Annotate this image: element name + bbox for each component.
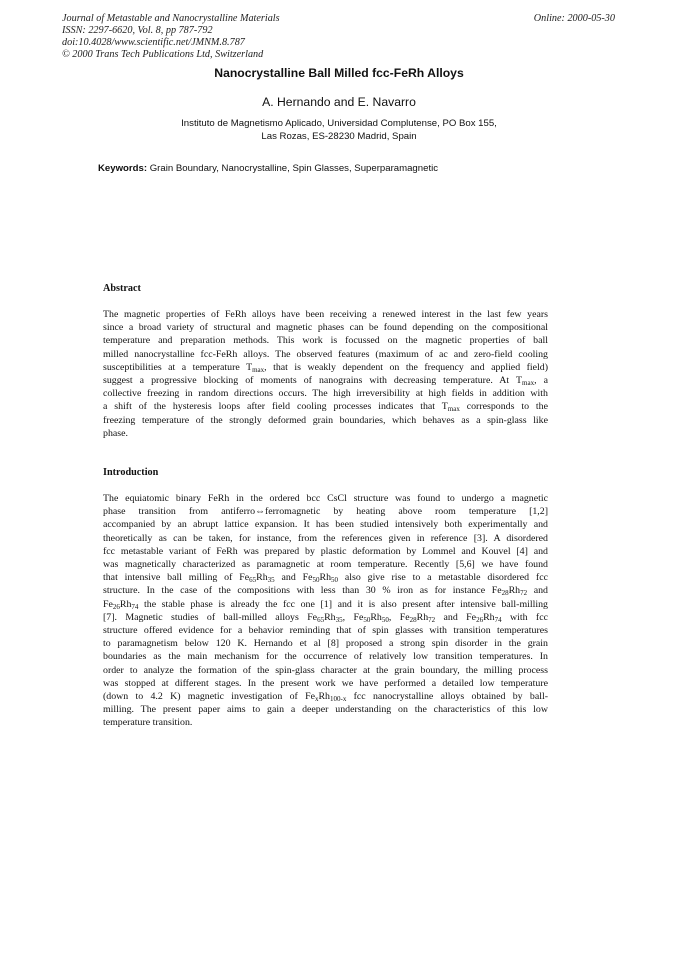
subscript: 50	[312, 576, 320, 585]
keywords-text: Grain Boundary, Nanocrystalline, Spin Glasses, Superparamagnetic	[149, 163, 439, 174]
subscript: 72	[520, 589, 528, 598]
subscript: max	[252, 365, 265, 374]
affiliation	[0, 118, 678, 143]
text-line: to paramagnetism below 120 K. Hernando et al [8] proposed a strong spin disorder in the grain	[103, 638, 548, 650]
abstract-heading: Abstract	[103, 283, 141, 294]
text-line: The equiatomic binary FeRh in the ordered bcc CsCl structure was found to undergo a magnetic	[103, 493, 548, 504]
copyright-line: © 2000 Trans Tech Publications Ltd, Switzerland	[62, 49, 264, 60]
introduction-heading: Introduction	[103, 467, 159, 478]
text-line: milled nanocrystalline fcc-FeRh alloys. The observed features (maximum of ac and zero-field cooling	[103, 348, 548, 360]
subscript: 74	[494, 615, 502, 624]
text-line: suggest a progressive blocking of moments of nanograins with decreasing temperature. At $T_{max}$, a	[103, 375, 548, 388]
subscript: 26	[476, 615, 484, 624]
paper-authors: A. Hernando and E. Navarro	[262, 95, 416, 109]
issn-line: ISSN: 2297-6620, Vol. 8, pp 787-792	[62, 25, 213, 36]
text-line: structure offered evidence for a behavior reminding that of spin glasses with transition temperatures	[103, 625, 548, 637]
subscript: 72	[428, 615, 436, 624]
text-line: collective freezing in random directions occurs. The high irreversibility at high fields in addition with	[103, 388, 548, 400]
text-line: was magnetically characterized as paramagnetic at room temperature. Recently [5,6] we have found	[103, 559, 548, 571]
text-line: The magnetic properties of FeRh alloys have been receiving a renewed interest in the last few years	[103, 309, 548, 320]
text-line: fcc metastable variant of FeRh was prepared by plastic deformation by Lommel and Kouvel [4] and	[103, 545, 548, 557]
text-line: [7]. Magnetic studies of ball-milled alloys $Fe_{65}Rh_{35}$, $Fe_{50}Rh_{50}$, $Fe_{28}Rh_{72}$ and $Fe_{26}Rh_{74}$ with fcc	[103, 611, 548, 624]
subscript: max	[447, 405, 460, 414]
subscript: 50	[381, 615, 389, 624]
text-line: phase transition from antiferro⇔ferromagnetic by heating above room temperature [1,2]	[103, 506, 548, 518]
text-line: temperature transition.	[103, 717, 193, 729]
affiliation-line: Las Rozas, ES-28230 Madrid, Spain	[261, 130, 417, 142]
subscript: 28	[409, 615, 417, 624]
subscript: 35	[267, 576, 275, 585]
text-line: boundaries as the main mechanism for the occurrence of relatively low transition temperatures. In	[103, 651, 548, 663]
subscript: 65	[249, 576, 257, 585]
subscript: 100-x	[330, 695, 347, 704]
subscript: 26	[112, 602, 120, 611]
text-line: that intensive ball milling of $Fe_{65}Rh_{35}$ and $Fe_{50}Rh_{50}$ also give rise to a metastable disordered fcc	[103, 572, 548, 585]
abstract-body	[103, 308, 548, 440]
text-line: a shift of the hysteresis loops after field cooling processes indicates that $T_{max}$ corresponds to the	[103, 401, 548, 414]
text-line: freezing temperature of the strongly deformed grain boundaries, which behaves as a spin-glass like	[103, 414, 548, 426]
text-line: since a broad variety of structural and magnetic phases can be found depending on the compositional	[103, 322, 548, 334]
keywords-label: Keywords:	[98, 163, 148, 174]
online-date: Online: 2000-05-30	[533, 13, 615, 24]
subscript: 74	[131, 602, 139, 611]
text-line: theoretically as can be taken, for instance, from the references given in reference [3]. A disordered	[103, 532, 548, 544]
text-line: temperature and preparation methods. This work is focussed on the magnetic properties of ball	[103, 335, 548, 347]
subscript: 65	[317, 615, 325, 624]
text-line: (down to 4.2 K) magnetic investigation of $Fe_xRh_{100-x}$ fcc nanocrystalline alloys obtained by ball-	[103, 691, 548, 704]
subscript: max	[522, 379, 535, 388]
journal-name: Journal of Metastable and Nanocrystalline Materials	[62, 13, 280, 24]
text-line: phase.	[103, 427, 128, 439]
affiliation-line: Instituto de Magnetismo Aplicado, Universidad Complutense, PO Box 155,	[181, 118, 497, 129]
text-line: was stopped at different stages. In the present work we have performed a detailed low temperature	[103, 677, 548, 689]
subscript: 28	[501, 589, 509, 598]
journal-header	[62, 13, 280, 61]
text-line: susceptibilities at a temperature $T_{max}$, that is weakly dependent on the frequency and applied field)	[103, 361, 548, 374]
text-line: milling. The present paper aims to gain a deeper understanding on the characteristics of this low	[103, 704, 548, 716]
keywords	[98, 163, 438, 174]
subscript: 35	[335, 615, 343, 624]
doi-line: doi:10.4028/www.scientific.net/JMNM.8.787	[62, 37, 245, 48]
subscript: x	[314, 695, 319, 704]
text-line: order to analyze the formation of the spin-glass character at the grain boundary, the milling process	[103, 664, 548, 676]
text-line: $Fe_{26}Rh_{74}$ the stable phase is already the fcc one [1] and it is also present after intensive ball-milling	[103, 598, 548, 611]
paper-title: Nanocrystalline Ball Milled fcc-FeRh Alloys	[214, 66, 464, 80]
subscript: 50	[331, 576, 339, 585]
text-line: structure. In the case of the compositions with less than 30 % iron as for instance $Fe_{28}Rh_{72}$ and	[103, 585, 548, 598]
introduction-body	[103, 492, 548, 730]
subscript: 50	[363, 615, 371, 624]
text-line: accompanied by an abrupt lattice expansion. It has been studied intensively both experimentally and	[103, 519, 548, 531]
